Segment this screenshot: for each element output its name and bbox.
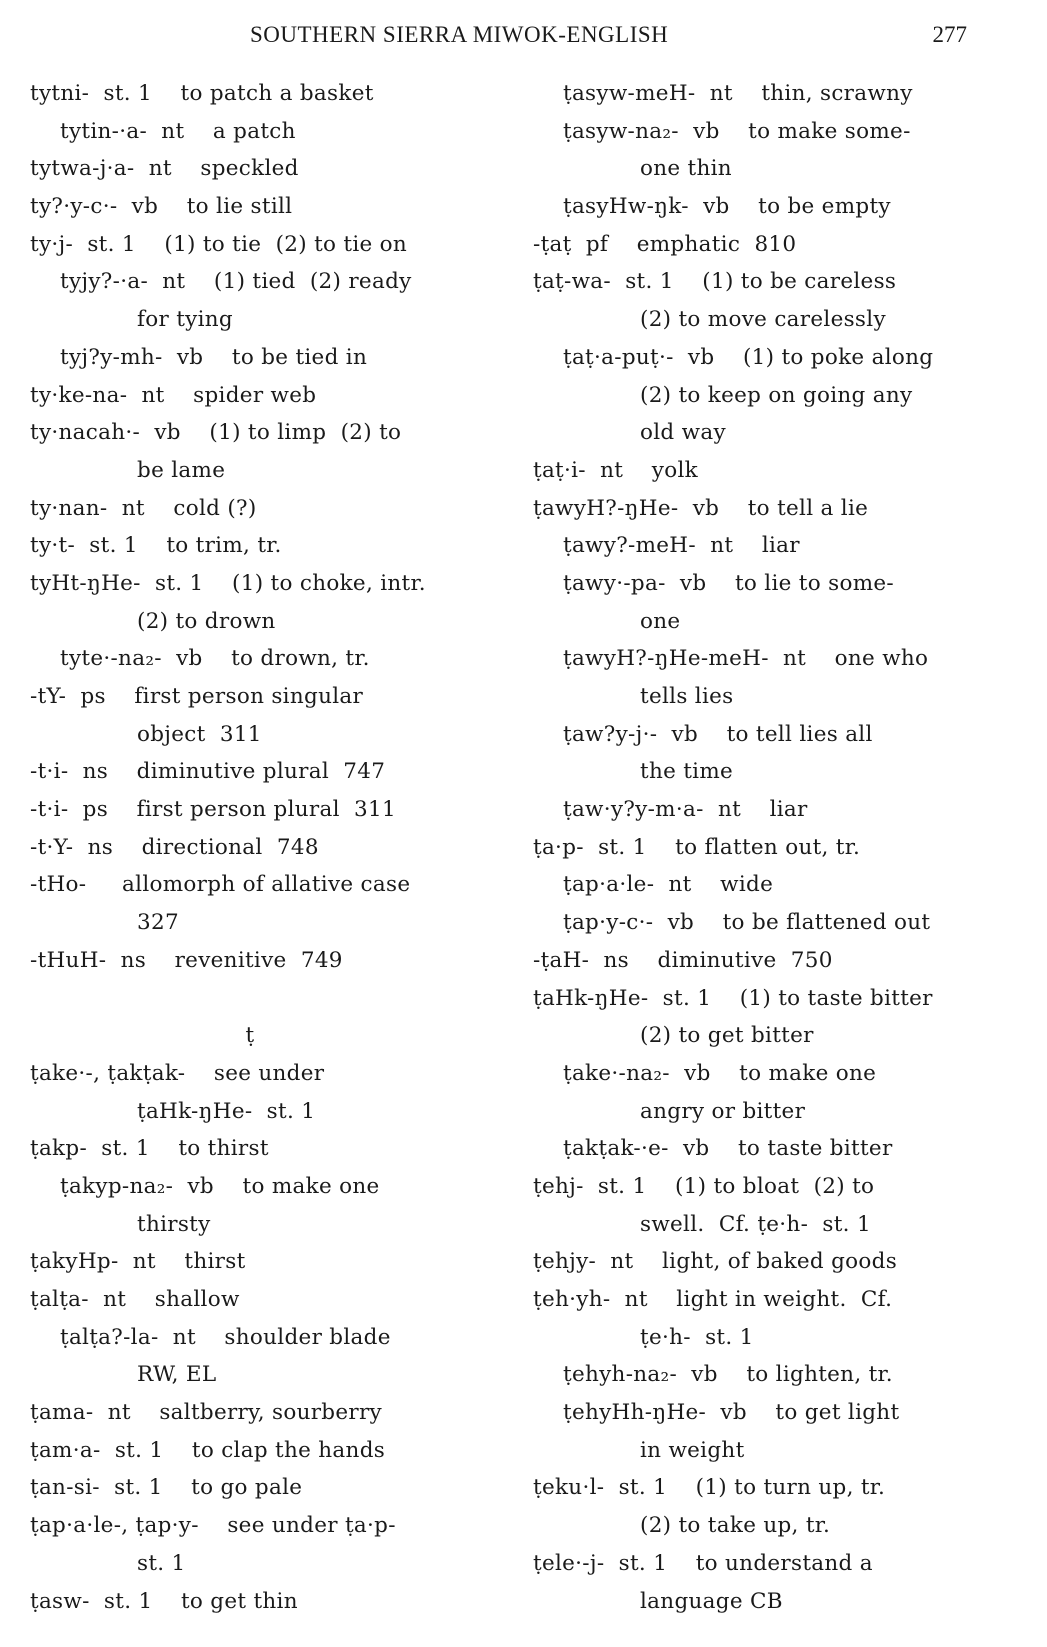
dictionary-line: ṭehj- st. 1 (1) to bloat (2) to <box>533 1173 875 1199</box>
dictionary-line: ṭawy?-meH- nt liar <box>563 533 800 559</box>
dictionary-line: 327 <box>137 910 179 936</box>
page-number: 277 <box>932 22 967 47</box>
right-column <box>533 75 1013 1620</box>
dictionary-line: ṭaw·y?y-m·a- nt liar <box>563 797 808 823</box>
dictionary-line: ṭake·-na₂- vb to make one <box>563 1060 877 1086</box>
dictionary-line: (2) to drown <box>137 608 276 634</box>
dictionary-line: tyj?y-mh- vb to be tied in <box>60 344 368 370</box>
dictionary-line: ṭawyH?-ŋHe-meH- nt one who <box>563 646 929 672</box>
dictionary-line: thirsty <box>137 1211 211 1237</box>
dictionary-line: ṭaHk-ŋHe- st. 1 <box>137 1098 316 1124</box>
dictionary-line: object 311 <box>137 721 262 747</box>
dictionary-line: ṭe·h- st. 1 <box>640 1324 754 1350</box>
dictionary-line: ty?·y-c·- vb to lie still <box>30 194 293 220</box>
dictionary-line: ṭake·-, ṭakṭak- see under <box>30 1060 325 1086</box>
page-title: SOUTHERN SIERRA MIWOK-ENGLISH <box>250 22 669 47</box>
dictionary-line: -ṭaH- ns diminutive 750 <box>533 947 833 973</box>
dictionary-line: for tying <box>137 307 233 333</box>
dictionary-line: ṭakyHp- nt thirst <box>30 1249 246 1275</box>
dictionary-line: ty·t- st. 1 to trim, tr. <box>30 533 282 559</box>
dictionary-line: one thin <box>640 156 732 182</box>
dictionary-line: ṭan-si- st. 1 to go pale <box>30 1475 303 1501</box>
dictionary-line: -t·Y- ns directional 748 <box>30 834 319 860</box>
dictionary-line: ṭaṭ·a-puṭ·- vb (1) to poke along <box>563 344 934 370</box>
left-column <box>30 75 500 1620</box>
dictionary-line: tells lies <box>640 684 734 709</box>
dictionary-line: (2) to move carelessly <box>640 307 886 333</box>
dictionary-line: ty·nan- nt cold (?) <box>30 495 257 521</box>
dictionary-line: tytwa-j·a- nt speckled <box>30 156 299 182</box>
dictionary-line: ṭasyw-meH- nt thin, scrawny <box>563 81 913 106</box>
dictionary-line: angry or bitter <box>640 1098 806 1124</box>
dictionary-line: ṭalṭa- nt shallow <box>30 1287 240 1312</box>
dictionary-line: ṭaHk-ŋHe- st. 1 (1) to taste bitter <box>533 985 933 1011</box>
dictionary-line: ṭehyHh-ŋHe- vb to get light <box>563 1400 900 1426</box>
dictionary-line: ṭap·y-c·- vb to be flattened out <box>563 910 931 936</box>
dictionary-line: tytni- st. 1 to patch a basket <box>30 81 374 106</box>
dictionary-line: ṭakṭak-·e- vb to taste bitter <box>563 1136 893 1162</box>
dictionary-line: ṭehyh-na₂- vb to lighten, tr. <box>563 1362 893 1388</box>
dictionary-line: ṭawy·-pa- vb to lie to some- <box>563 570 894 596</box>
dictionary-line: ṭam·a- st. 1 to clap the hands <box>30 1437 386 1463</box>
dictionary-line: ṭakp- st. 1 to thirst <box>30 1136 269 1162</box>
dictionary-line: be lame <box>137 457 226 483</box>
dictionary-line: -tHuH- ns revenitive 749 <box>30 947 343 973</box>
dictionary-line: ṭasw- st. 1 to get thin <box>30 1588 298 1614</box>
dictionary-line: ty·ke-na- nt spider web <box>30 382 317 408</box>
dictionary-line: ṭeh·yh- nt light in weight. Cf. <box>533 1287 893 1312</box>
dictionary-line: tyte·-na₂- vb to drown, tr. <box>60 646 370 672</box>
dictionary-line: ṭaṭ·i- nt yolk <box>533 457 698 483</box>
dictionary-line: st. 1 <box>137 1550 186 1576</box>
dictionary-line: swell. Cf. ṭe·h- st. 1 <box>640 1211 871 1237</box>
dictionary-line: -t·i- ps first person plural 311 <box>30 797 396 823</box>
dictionary-line: -t·i- ns diminutive plural 747 <box>30 759 386 785</box>
dictionary-line: (2) to take up, tr. <box>640 1513 831 1539</box>
section-letter-heading: ṭ <box>245 1023 255 1049</box>
blank-line <box>30 980 500 1018</box>
dictionary-line: ṭeku·l- st. 1 (1) to turn up, tr. <box>533 1475 886 1501</box>
dictionary-line: ṭakyp-na₂- vb to make one <box>60 1173 380 1199</box>
dictionary-line: ṭaw?y-j·- vb to tell lies all <box>563 721 873 747</box>
dictionary-line: RW, EL <box>137 1362 217 1388</box>
dictionary-line: ṭaṭ-wa- st. 1 (1) to be careless <box>533 269 897 295</box>
dictionary-line: ṭalṭa?-la- nt shoulder blade <box>60 1324 391 1350</box>
dictionary-line: ṭasyHw-ŋk- vb to be empty <box>563 194 891 220</box>
dictionary-line: ṭa·p- st. 1 to flatten out, tr. <box>533 834 861 860</box>
dictionary-line: ṭap·a·le- nt wide <box>563 872 774 898</box>
dictionary-line: ty·j- st. 1 (1) to tie (2) to tie on <box>30 231 408 257</box>
dictionary-line: ṭap·a·le-, ṭap·y- see under ṭa·p- <box>30 1513 396 1539</box>
dictionary-line: language CB <box>640 1588 783 1614</box>
page-header <box>0 22 1047 56</box>
dictionary-line: tytin-·a- nt a patch <box>60 118 296 144</box>
dictionary-line: (2) to keep on going any <box>640 382 913 408</box>
dictionary-line: ṭehjy- nt light, of baked goods <box>533 1249 898 1275</box>
dictionary-line: -tHo- allomorph of allative case <box>30 872 411 898</box>
dictionary-line: ṭasyw-na₂- vb to make some- <box>563 118 911 144</box>
dictionary-line: ṭama- nt saltberry, sourberry <box>30 1400 382 1426</box>
dictionary-line: tyjy?-·a- nt (1) tied (2) ready <box>60 269 412 295</box>
dictionary-line: tyHt-ŋHe- st. 1 (1) to choke, intr. <box>30 570 426 596</box>
dictionary-line: the time <box>640 759 734 785</box>
dictionary-line: one <box>640 608 681 634</box>
dictionary-line: ṭawyH?-ŋHe- vb to tell a lie <box>533 495 869 521</box>
dictionary-line: old way <box>640 420 726 446</box>
dictionary-line: (2) to get bitter <box>640 1023 814 1049</box>
dictionary-line: ty·nacah·- vb (1) to limp (2) to <box>30 420 402 446</box>
dictionary-line: in weight <box>640 1437 745 1463</box>
dictionary-line: -tY- ps first person singular <box>30 684 364 709</box>
dictionary-line: -ṭaṭ pf emphatic 810 <box>533 231 797 257</box>
dictionary-line: ṭele·-j- st. 1 to understand a <box>533 1550 873 1576</box>
